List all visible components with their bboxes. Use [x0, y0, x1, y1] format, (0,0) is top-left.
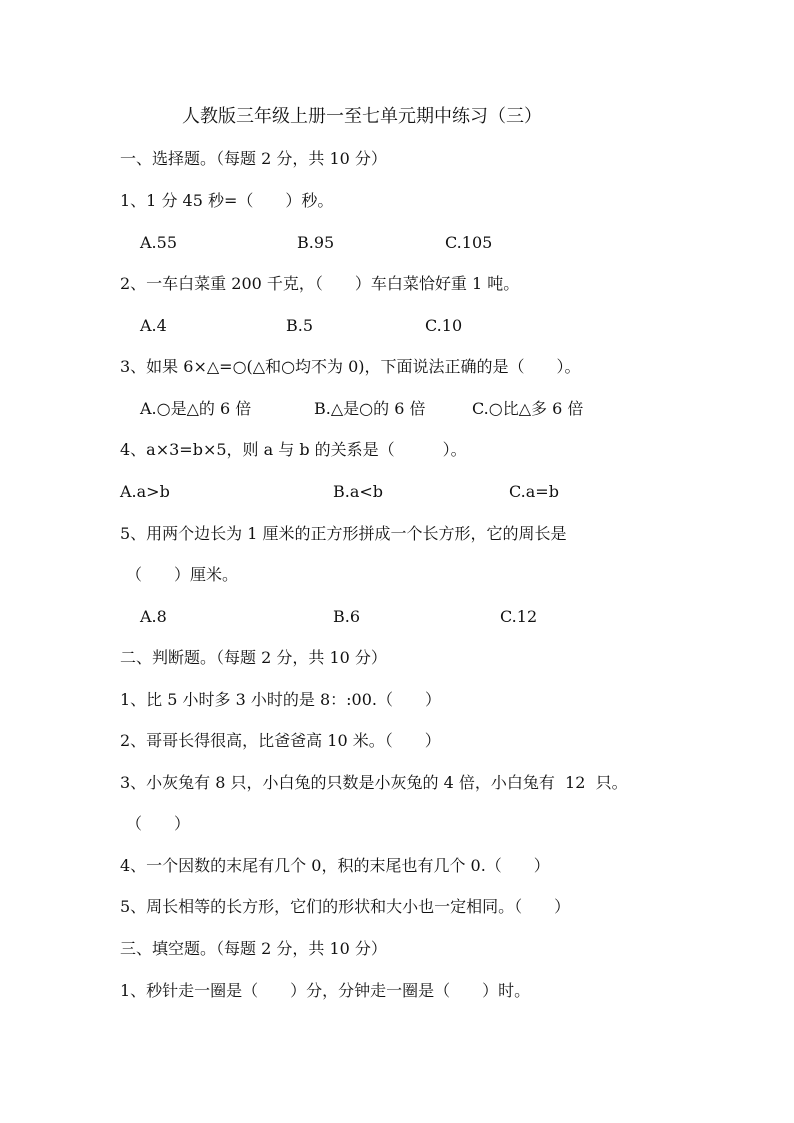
option-c: C.○比△多 6 倍 [472, 399, 584, 418]
question-text-continued: （ ） [126, 814, 191, 833]
option-b: B.95 [297, 233, 335, 252]
option-a: A.55 [140, 233, 177, 252]
question-text: 4、一个因数的末尾有几个 0，积的末尾也有几个 0.（ ） [120, 856, 550, 875]
option-a: A.a>b [120, 482, 170, 501]
question-text: 3、如果 6×△=○(△和○均不为 0)，下面说法正确的是（ ）。 [120, 357, 581, 376]
option-c: C.a=b [509, 482, 559, 501]
option-c: C.105 [445, 233, 493, 252]
question-text: 5、周长相等的长方形，它们的形状和大小也一定相同。（ ） [120, 897, 571, 916]
question-text: 2、一车白菜重 200 千克，（ ）车白菜恰好重 1 吨。 [120, 274, 520, 293]
option-b: B.△是○的 6 倍 [314, 399, 426, 418]
option-b: B.5 [286, 316, 314, 335]
section-heading: 三、填空题。（每题 2 分，共 10 分） [120, 939, 387, 958]
option-a: A.○是△的 6 倍 [140, 399, 252, 418]
option-c: C.10 [425, 316, 463, 335]
question-text: 2、哥哥长得很高，比爸爸高 10 米。（ ） [120, 731, 441, 750]
option-b: B.a<b [333, 482, 384, 501]
question-text-continued: （ ）厘米。 [126, 565, 239, 584]
question-text: 1、比 5 小时多 3 小时的是 8：:00.（ ） [120, 690, 441, 709]
question-text: 1、秒针走一圈是（ ）分，分钟走一圈是（ ）时。 [120, 981, 531, 1000]
question-text: 4、a×3=b×5，则 a 与 b 的关系是（ ）。 [120, 440, 467, 459]
question-text: 1、1 分 45 秒=（ ）秒。 [120, 191, 334, 210]
page-title: 人教版三年级上册一至七单元期中练习（三） [182, 106, 542, 127]
option-a: A.8 [140, 607, 167, 626]
option-c: C.12 [500, 607, 538, 626]
section-heading: 一、选择题。（每题 2 分，共 10 分） [120, 149, 387, 168]
section-heading: 二、判断题。（每题 2 分，共 10 分） [120, 648, 387, 667]
option-a: A.4 [140, 316, 167, 335]
option-b: B.6 [333, 607, 361, 626]
question-text: 5、用两个边长为 1 厘米的正方形拼成一个长方形，它的周长是 [120, 524, 567, 543]
question-text: 3、小灰兔有 8 只，小白兔的只数是小灰兔的 4 倍，小白兔有 12 只。 [120, 773, 628, 792]
